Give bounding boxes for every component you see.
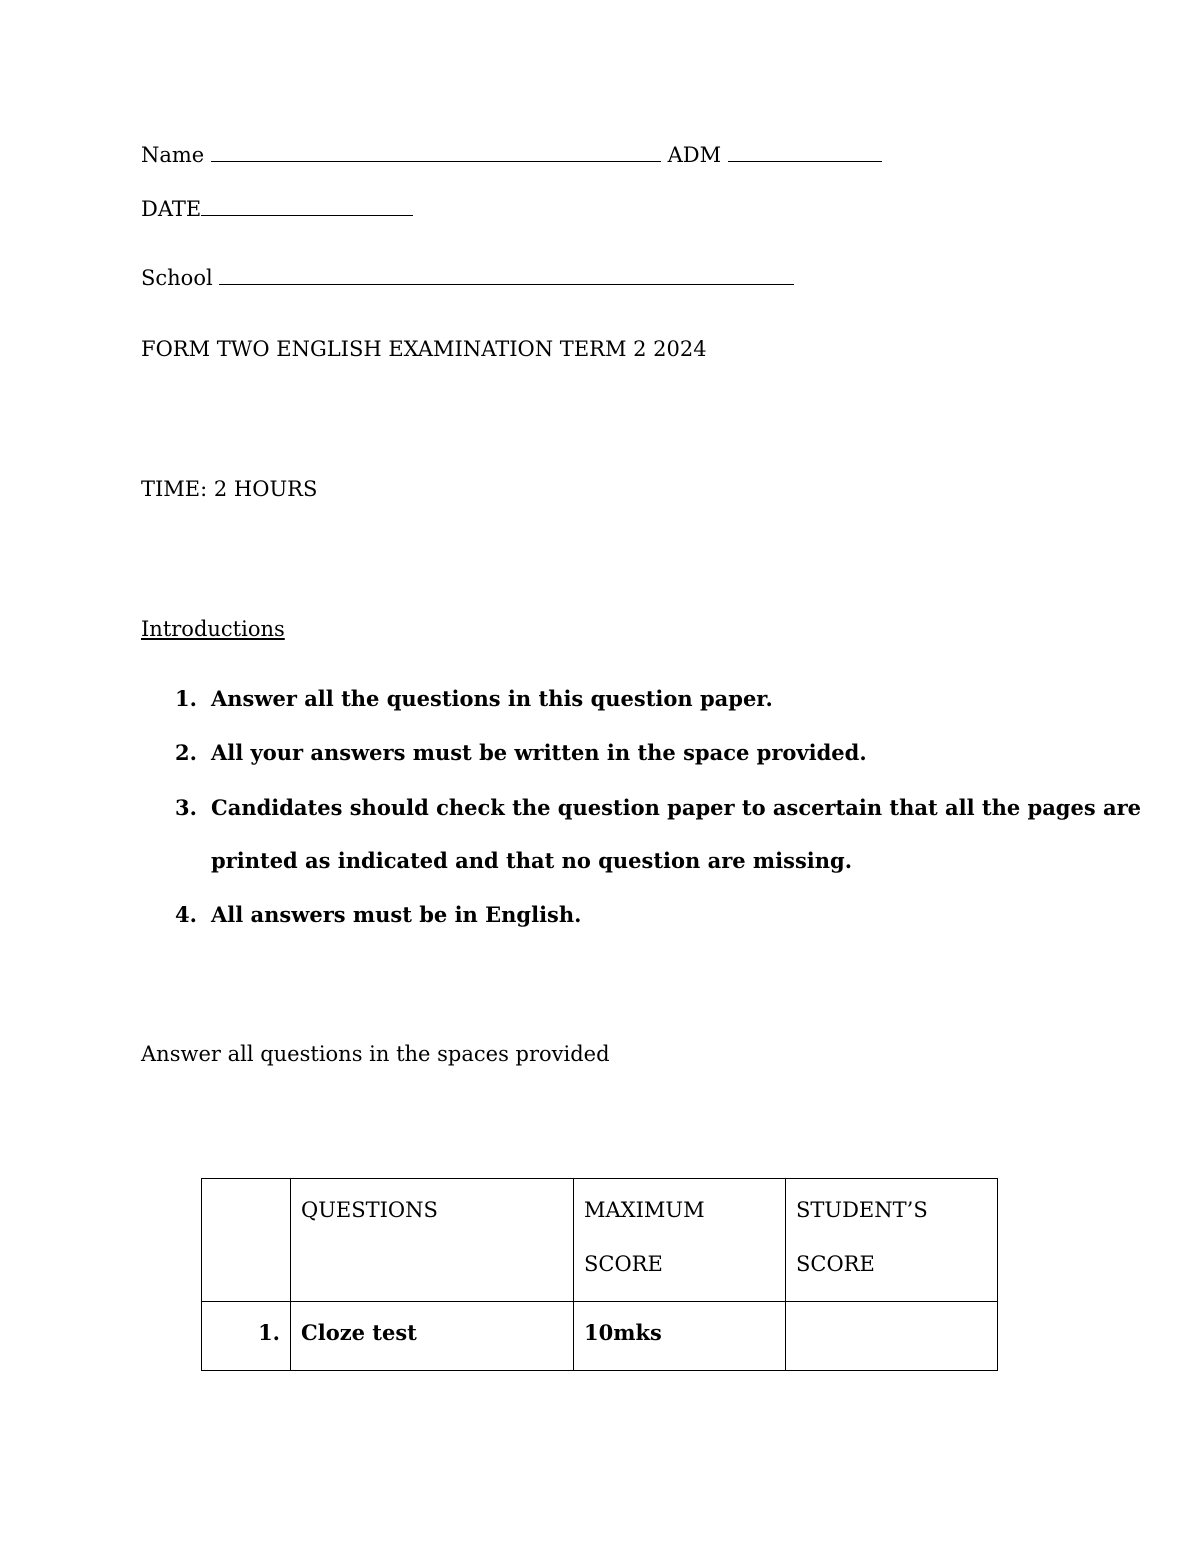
name-label: Name (141, 143, 205, 167)
header-cell-number (202, 1179, 291, 1302)
table-header-row (202, 1179, 998, 1302)
adm-label: ADM (667, 143, 722, 167)
name-line (141, 143, 882, 167)
instruction-item (175, 740, 867, 765)
date-line (141, 197, 413, 221)
instruction-text: Answer all the questions in this question paper. (211, 686, 773, 711)
score-table (201, 1178, 998, 1371)
exam-time: TIME: 2 HOURS (141, 477, 318, 501)
name-field[interactable] (211, 160, 661, 162)
instruction-number: 4. (175, 902, 197, 927)
date-field[interactable] (201, 214, 413, 216)
row-max-score: 10mks (574, 1302, 786, 1371)
instruction-continuation: printed as indicated and that no question are missing. (211, 848, 853, 873)
instruction-item (175, 902, 581, 927)
row-number: 1. (202, 1302, 291, 1371)
header-cell-questions (291, 1179, 574, 1302)
school-line (141, 266, 794, 290)
header-maximum-score-label: SCORE (584, 1252, 663, 1276)
instruction-number: 1. (175, 686, 197, 711)
header-cell-student-score (786, 1179, 998, 1302)
school-label: School (141, 266, 213, 290)
header-student-score-label: SCORE (796, 1252, 875, 1276)
instruction-number: 2. (175, 740, 197, 765)
row-student-score[interactable] (786, 1302, 998, 1371)
instruction-text: All your answers must be written in the space provided. (211, 740, 867, 765)
instructions-title: Introductions (141, 617, 285, 641)
header-student-label: STUDENT’S (796, 1198, 928, 1222)
instruction-number: 3. (175, 795, 197, 820)
instruction-text: Candidates should check the question paper to ascertain that all the pages are (211, 795, 1142, 820)
table-row (202, 1302, 998, 1371)
instruction-item (175, 795, 1141, 820)
exam-title: FORM TWO ENGLISH EXAMINATION TERM 2 2024 (141, 337, 707, 361)
header-questions-label: QUESTIONS (301, 1198, 438, 1222)
date-label: DATE (141, 197, 202, 221)
answer-note: Answer all questions in the spaces provided (141, 1042, 610, 1066)
school-field[interactable] (219, 283, 794, 285)
adm-field[interactable] (728, 160, 882, 162)
row-question: Cloze test (291, 1302, 574, 1371)
instruction-item (175, 686, 773, 711)
instruction-text: All answers must be in English. (211, 902, 582, 927)
header-cell-maximum-score (574, 1179, 786, 1302)
header-maximum-label: MAXIMUM (584, 1198, 705, 1222)
